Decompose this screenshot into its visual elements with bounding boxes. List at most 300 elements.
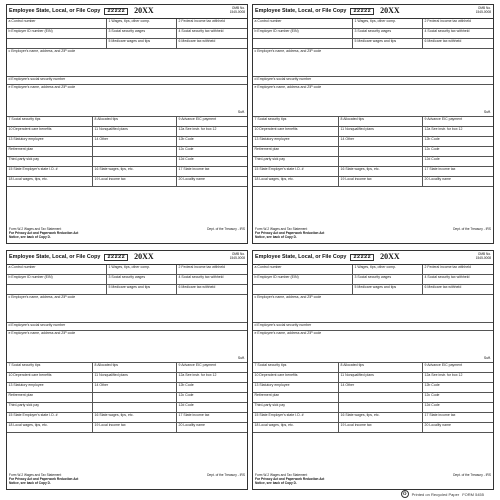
box-17-state-tax	[177, 413, 247, 422]
box-10-dependent-care	[7, 127, 93, 136]
form-row-retirement	[253, 393, 493, 403]
omb-label: OMB No.	[231, 252, 245, 256]
box-a-label: a Control number	[254, 265, 282, 269]
box-13-label: 13 Statutory employee	[8, 383, 44, 387]
box-8-label: 8 Allocated tips	[94, 363, 119, 367]
box-d-label: d Employee's social security number	[8, 323, 66, 327]
footer-dept: Dept. of the Treasury - IRS	[207, 227, 245, 231]
box-12d	[423, 157, 493, 166]
omb-number	[476, 253, 491, 261]
box-9-label: 9 Advance EIC payment	[424, 363, 463, 367]
box-6-label: 6 Medicare tax withheld	[178, 39, 216, 43]
omb-value: 1545-0008	[229, 9, 245, 14]
box-10-dependent-care	[7, 373, 93, 382]
box-4-label: 4 Social security tax withheld	[178, 29, 224, 33]
box-12c-label: 12c Code	[178, 393, 194, 397]
box-12c-label: 12c Code	[178, 147, 194, 151]
retirement-label: Retirement plan	[254, 393, 280, 397]
box-1-label: 1 Wages, tips, other comp.	[354, 265, 396, 269]
third-party-sick-pay	[7, 403, 93, 412]
box-16-state-wages	[93, 413, 177, 422]
form-row-15	[253, 167, 493, 177]
box-2-federal-tax	[423, 19, 493, 28]
box-6-medicare-tax	[177, 285, 247, 294]
box-19-local-tax	[93, 177, 177, 186]
box-16-state-wages	[93, 167, 177, 176]
box-8-allocated-tips	[93, 363, 177, 372]
form-row-18	[253, 177, 493, 187]
box-b-ein	[7, 29, 107, 38]
box-a-control-number	[7, 265, 107, 274]
box-10-dependent-care	[253, 373, 339, 382]
form-row-18	[7, 423, 247, 433]
box-c-label: c Employer's name, address, and ZIP code	[254, 295, 322, 299]
footer-notice-text: Notice, see back of Copy D.	[9, 480, 51, 485]
box-12b	[177, 383, 247, 392]
box-5-label: 5 Medicare wages and tips	[354, 285, 397, 289]
box-blank	[7, 285, 107, 294]
box-12b-label: 12b Code	[424, 383, 440, 387]
box-16-label: 16 State wages, tips, etc.	[340, 413, 380, 417]
form-row-third-party	[253, 157, 493, 167]
box-c-label: c Employer's name, address, and ZIP code	[8, 49, 76, 53]
box-a-label: a Control number	[254, 19, 282, 23]
retirement-plan	[7, 147, 93, 156]
box-19-local-tax	[93, 423, 177, 432]
box-13-statutory	[253, 137, 339, 146]
form-row-5	[253, 39, 493, 49]
box-12d	[423, 403, 493, 412]
footer-privacy-text: For Privacy Act and Paperwork Reduction Act	[255, 476, 325, 481]
third-party-label: Third-party sick pay	[254, 403, 286, 407]
box-12d-label: 12d Code	[178, 157, 194, 161]
form-code: 22222	[104, 254, 128, 262]
box-17-label: 17 State income tax	[178, 167, 210, 171]
third-party-sick-pay	[7, 157, 93, 166]
box-15-label: 15 State Employer's state I.D. #	[8, 413, 58, 417]
form-row-13	[253, 137, 493, 147]
box-15-state	[253, 167, 339, 176]
box-12d	[177, 403, 247, 412]
box-10-label: 10 Dependent care benefits	[8, 373, 52, 377]
box-18-local-wages	[253, 177, 339, 186]
box-e-label: e Employee's name, address and ZIP code	[8, 85, 76, 89]
box-7-label: 7 Social security tips	[8, 117, 41, 121]
form-header	[253, 251, 493, 265]
box-14-other	[339, 383, 423, 392]
box-19-label: 19 Local income tax	[340, 177, 372, 181]
box-14-other	[339, 137, 423, 146]
form-title: Employee State, Local, or File Copy	[9, 253, 101, 260]
box-12a	[423, 127, 493, 136]
box-d-ssn	[7, 77, 247, 85]
form-row-retirement	[7, 147, 247, 157]
retirement-label: Retirement plan	[8, 393, 34, 397]
omb-label: OMB No.	[477, 252, 491, 256]
form-row-15	[7, 167, 247, 177]
box-12b-label: 12b Code	[424, 137, 440, 141]
form-row-13	[253, 383, 493, 393]
form-row-a	[7, 19, 247, 29]
box-d-ssn	[253, 77, 493, 85]
box-14-space-2	[339, 157, 423, 166]
box-16-state-wages	[339, 413, 423, 422]
box-2-federal-tax	[177, 265, 247, 274]
form-footer	[255, 474, 491, 487]
box-15-label: 15 State Employer's state I.D. #	[254, 167, 304, 171]
box-4-ss-tax	[177, 275, 247, 284]
third-party-label: Third-party sick pay	[8, 403, 40, 407]
box-11-nonqualified	[339, 127, 423, 136]
footer-dept: Dept. of the Treasury - IRS	[453, 227, 491, 231]
footer-form-name: Form W-2 Wages and Tax Statement	[255, 473, 308, 477]
box-14-label: 14 Other	[94, 383, 109, 387]
box-14-space-2	[339, 403, 423, 412]
box-12d-label: 12d Code	[424, 157, 440, 161]
box-c	[253, 295, 493, 322]
footer-notice	[255, 482, 491, 486]
box-6-medicare-tax	[177, 39, 247, 48]
box-12a	[177, 127, 247, 136]
third-party-sick-pay	[253, 157, 339, 166]
form-row-retirement	[253, 147, 493, 157]
box-13-label: 13 Statutory employee	[254, 383, 290, 387]
box-14-space-2	[93, 403, 177, 412]
box-19-label: 19 Local income tax	[94, 423, 126, 427]
form-row-15	[7, 413, 247, 423]
form-row-a	[253, 19, 493, 29]
box-15-state	[7, 413, 93, 422]
form-code: 22222	[104, 8, 128, 16]
retirement-label: Retirement plan	[8, 147, 34, 151]
box-8-label: 8 Allocated tips	[340, 117, 365, 121]
box-16-label: 16 State wages, tips, etc.	[94, 413, 134, 417]
box-17-label: 17 State income tax	[178, 413, 210, 417]
box-9-eic	[423, 117, 493, 126]
box-10-label: 10 Dependent care benefits	[254, 373, 298, 377]
box-b-ein	[253, 275, 353, 284]
form-header	[7, 251, 247, 265]
box-8-label: 8 Allocated tips	[340, 363, 365, 367]
box-14-space	[93, 147, 177, 156]
box-14-space-2	[93, 157, 177, 166]
form-title: Employee State, Local, or File Copy	[255, 253, 347, 260]
form-row-18	[253, 423, 493, 433]
box-blank	[253, 285, 353, 294]
box-16-label: 16 State wages, tips, etc.	[94, 167, 134, 171]
third-party-label: Third-party sick pay	[254, 157, 286, 161]
suffix-label: Suff.	[483, 356, 491, 361]
box-5-label: 5 Medicare wages and tips	[108, 285, 151, 289]
box-13-statutory	[7, 137, 93, 146]
box-e-label: e Employee's name, address and ZIP code	[8, 331, 76, 335]
box-11-nonqualified	[93, 127, 177, 136]
form-row-retirement	[7, 393, 247, 403]
form-year: 20XX	[134, 252, 154, 262]
form-header	[253, 5, 493, 19]
box-e-employee-name	[7, 85, 247, 117]
box-4-ss-tax	[177, 29, 247, 38]
box-2-label: 2 Federal income tax withheld	[178, 265, 225, 269]
box-e-label: e Employee's name, address and ZIP code	[254, 85, 322, 89]
form-row-5	[253, 285, 493, 295]
box-a-control-number	[7, 19, 107, 28]
box-12a	[423, 373, 493, 382]
box-20-label: 20 Locality name	[424, 423, 451, 427]
box-d-label: d Employee's social security number	[254, 323, 312, 327]
box-4-ss-tax	[423, 29, 493, 38]
w2-form-bottom-right	[252, 250, 494, 490]
box-4-label: 4 Social security tax withheld	[424, 275, 470, 279]
box-e	[253, 331, 493, 362]
box-e	[253, 85, 493, 116]
form-row-10	[253, 127, 493, 137]
form-row-15	[253, 413, 493, 423]
footer-notice	[9, 482, 245, 486]
form-number: FORM 5455	[462, 491, 484, 497]
box-c	[7, 49, 247, 76]
box-e	[7, 331, 247, 362]
box-9-eic	[177, 117, 247, 126]
omb-number	[476, 7, 491, 15]
box-12a-label: 12a See instr. for box 12	[178, 127, 217, 131]
box-a-control-number	[253, 19, 353, 28]
box-d	[253, 77, 493, 84]
w2-form-top-left	[6, 4, 248, 244]
box-3-ss-wages	[353, 275, 423, 284]
box-5-medicare-wages	[353, 285, 423, 294]
retirement-label: Retirement plan	[254, 147, 280, 151]
suffix-label: Suff.	[483, 110, 491, 115]
form-row-third-party	[7, 157, 247, 167]
box-11-label: 11 Nonqualified plans	[340, 373, 374, 377]
box-e-label: e Employee's name, address and ZIP code	[254, 331, 322, 335]
footer-notice-text: Notice, see back of Copy D.	[9, 234, 51, 239]
box-15-state	[7, 167, 93, 176]
box-b-ein	[253, 29, 353, 38]
box-12c-label: 12c Code	[424, 393, 440, 397]
form-code: 22222	[350, 254, 374, 262]
box-12c-label: 12c Code	[424, 147, 440, 151]
box-19-label: 19 Local income tax	[340, 423, 372, 427]
box-c-employer-name	[7, 295, 247, 323]
box-11-nonqualified	[339, 373, 423, 382]
box-3-ss-wages	[107, 29, 177, 38]
box-1-label: 1 Wages, tips, other comp.	[354, 19, 396, 23]
box-12c	[423, 147, 493, 156]
box-9-label: 9 Advance EIC payment	[178, 363, 217, 367]
box-13-statutory	[253, 383, 339, 392]
box-a-label: a Control number	[8, 265, 36, 269]
box-10-label: 10 Dependent care benefits	[254, 127, 298, 131]
footer-notice	[9, 236, 245, 240]
box-1-label: 1 Wages, tips, other comp.	[108, 265, 150, 269]
form-row-7	[253, 117, 493, 127]
box-12b-label: 12b Code	[178, 137, 194, 141]
box-3-ss-wages	[353, 29, 423, 38]
form-row-a	[253, 265, 493, 275]
third-party-sick-pay	[253, 403, 339, 412]
footer-privacy-text: For Privacy Act and Paperwork Reduction Act	[9, 476, 79, 481]
box-1-label: 1 Wages, tips, other comp.	[108, 19, 150, 23]
footer-privacy-text: For Privacy Act and Paperwork Reduction Act	[255, 230, 325, 235]
box-3-label: 3 Social security wages	[354, 29, 392, 33]
box-5-label: 5 Medicare wages and tips	[354, 39, 397, 43]
box-b-ein	[7, 275, 107, 284]
form-row-7	[7, 117, 247, 127]
box-d-label: d Employee's social security number	[254, 77, 312, 81]
box-6-label: 6 Medicare tax withheld	[424, 285, 462, 289]
suffix-label: Suff.	[237, 110, 245, 115]
box-19-label: 19 Local income tax	[94, 177, 126, 181]
form-row-10	[7, 373, 247, 383]
box-11-nonqualified	[93, 373, 177, 382]
box-12d-label: 12d Code	[178, 403, 194, 407]
box-4-ss-tax	[423, 275, 493, 284]
form-row-18	[7, 177, 247, 187]
box-12b	[423, 383, 493, 392]
box-a-control-number	[253, 265, 353, 274]
box-d	[253, 323, 493, 330]
box-20-label: 20 Locality name	[178, 423, 205, 427]
box-13-label: 13 Statutory employee	[254, 137, 290, 141]
box-14-space	[339, 393, 423, 402]
form-row-third-party	[7, 403, 247, 413]
form-row-7	[7, 363, 247, 373]
box-17-state-tax	[423, 413, 493, 422]
third-party-label: Third-party sick pay	[8, 157, 40, 161]
box-6-medicare-tax	[423, 39, 493, 48]
form-code: 22222	[350, 8, 374, 16]
footer-form-name: Form W-2 Wages and Tax Statement	[9, 227, 62, 231]
omb-number	[230, 7, 245, 15]
box-20-locality	[177, 177, 247, 186]
box-7-ss-tips	[7, 117, 93, 126]
box-11-label: 11 Nonqualified plans	[94, 127, 128, 131]
box-7-ss-tips	[7, 363, 93, 372]
box-6-label: 6 Medicare tax withheld	[178, 285, 216, 289]
box-c-employer-name	[253, 295, 493, 323]
box-18-label: 18 Local wages, tips, etc.	[254, 177, 294, 181]
retirement-plan	[253, 147, 339, 156]
box-5-medicare-wages	[107, 39, 177, 48]
box-15-label: 15 State Employer's state I.D. #	[254, 413, 304, 417]
box-12b	[423, 137, 493, 146]
form-row-b	[7, 275, 247, 285]
suffix-label: Suff.	[237, 356, 245, 361]
box-14-space	[339, 147, 423, 156]
form-row-10	[253, 373, 493, 383]
box-d	[7, 323, 247, 330]
form-row-13	[7, 137, 247, 147]
box-4-label: 4 Social security tax withheld	[424, 29, 470, 33]
box-14-label: 14 Other	[340, 137, 355, 141]
form-row-13	[7, 383, 247, 393]
recycle-icon: ♻	[402, 491, 407, 497]
box-12d-label: 12d Code	[424, 403, 440, 407]
box-18-label: 18 Local wages, tips, etc.	[8, 423, 48, 427]
box-8-allocated-tips	[93, 117, 177, 126]
box-c-employer-name	[7, 49, 247, 77]
box-20-locality	[423, 177, 493, 186]
box-7-ss-tips	[253, 363, 339, 372]
form-year: 20XX	[380, 252, 400, 262]
box-12d	[177, 157, 247, 166]
box-14-other	[93, 137, 177, 146]
box-b-label: b Employer ID number (EIN)	[8, 29, 53, 33]
box-d-label: d Employee's social security number	[8, 77, 66, 81]
box-9-eic	[177, 363, 247, 372]
box-d-ssn	[253, 323, 493, 331]
form-footer	[9, 228, 245, 241]
form-footer	[255, 228, 491, 241]
box-17-label: 17 State income tax	[424, 167, 456, 171]
box-3-label: 3 Social security wages	[108, 29, 146, 33]
form-row-b	[253, 275, 493, 285]
box-18-label: 18 Local wages, tips, etc.	[8, 177, 48, 181]
box-blank	[253, 39, 353, 48]
box-14-other	[93, 383, 177, 392]
form-row-5	[7, 285, 247, 295]
omb-value: 1545-0008	[475, 255, 491, 260]
form-row-a	[7, 265, 247, 275]
retirement-plan	[7, 393, 93, 402]
box-20-label: 20 Locality name	[178, 177, 205, 181]
form-row-5	[7, 39, 247, 49]
box-20-label: 20 Locality name	[424, 177, 451, 181]
form-row-10	[7, 127, 247, 137]
box-10-dependent-care	[253, 127, 339, 136]
box-12a	[177, 373, 247, 382]
footer-dept: Dept. of the Treasury - IRS	[207, 473, 245, 477]
box-a-label: a Control number	[8, 19, 36, 23]
box-17-state-tax	[177, 167, 247, 176]
box-d-ssn	[7, 323, 247, 331]
box-12a-label: 12a See instr. for box 12	[178, 373, 217, 377]
footer-privacy-text: For Privacy Act and Paperwork Reduction Act	[9, 230, 79, 235]
box-20-locality	[423, 423, 493, 432]
box-c	[7, 295, 247, 322]
box-1-wages	[353, 19, 423, 28]
box-c-employer-name	[253, 49, 493, 77]
box-12b	[177, 137, 247, 146]
box-11-label: 11 Nonqualified plans	[94, 373, 128, 377]
box-15-state	[253, 413, 339, 422]
box-14-label: 14 Other	[94, 137, 109, 141]
box-e	[7, 85, 247, 116]
form-header	[7, 5, 247, 19]
box-13-statutory	[7, 383, 93, 392]
omb-label: OMB No.	[231, 6, 245, 10]
box-c	[253, 49, 493, 76]
box-18-label: 18 Local wages, tips, etc.	[254, 423, 294, 427]
box-12a-label: 12a See instr. for box 12	[424, 127, 463, 131]
box-2-federal-tax	[423, 265, 493, 274]
form-title: Employee State, Local, or File Copy	[9, 7, 101, 14]
box-20-locality	[177, 423, 247, 432]
box-18-local-wages	[7, 423, 93, 432]
box-7-ss-tips	[253, 117, 339, 126]
retirement-plan	[253, 393, 339, 402]
form-row-7	[253, 363, 493, 373]
form-row-third-party	[253, 403, 493, 413]
box-d	[7, 77, 247, 84]
box-14-label: 14 Other	[340, 383, 355, 387]
box-b-label: b Employer ID number (EIN)	[254, 275, 299, 279]
box-10-label: 10 Dependent care benefits	[8, 127, 52, 131]
form-year: 20XX	[134, 6, 154, 16]
box-4-label: 4 Social security tax withheld	[178, 275, 224, 279]
